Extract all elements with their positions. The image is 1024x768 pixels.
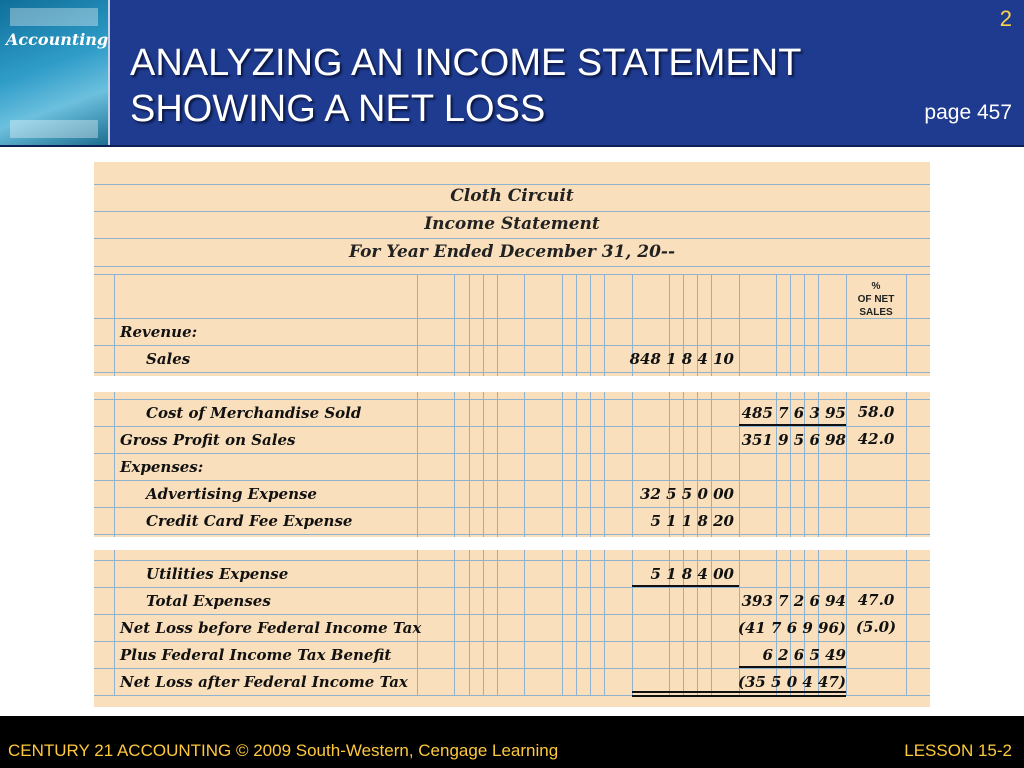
amount-second-column: 351 9 5 6 98 xyxy=(741,431,846,449)
slide-title-line1: ANALYZING AN INCOME STATEMENT xyxy=(130,42,802,84)
percent-of-net-sales: 42.0 xyxy=(857,430,895,448)
ruling-line xyxy=(94,184,930,185)
amount-second-column: 485 7 6 3 95 xyxy=(741,404,846,422)
statement-row-label: Cost of Merchandise Sold xyxy=(146,404,362,422)
percent-of-net-sales: 58.0 xyxy=(857,403,895,421)
statement-title: Income Statement xyxy=(424,214,600,234)
column-line xyxy=(906,274,907,695)
single-rule xyxy=(632,585,739,587)
single-rule xyxy=(739,424,846,426)
pct-header-line: % xyxy=(871,281,881,292)
amount-second-column: (35 5 0 4 47) xyxy=(737,673,846,691)
slide-title-line2: SHOWING A NET LOSS xyxy=(130,88,546,130)
single-rule xyxy=(739,666,846,668)
statement-row-label: Credit Card Fee Expense xyxy=(146,512,353,530)
footer-lesson: LESSON 15-2 xyxy=(904,741,1012,760)
statement-row-label: Sales xyxy=(146,350,191,368)
column-line xyxy=(114,274,115,695)
percent-of-net-sales: 47.0 xyxy=(857,591,895,609)
statement-company: Cloth Circuit xyxy=(450,186,574,206)
statement-row-label: Plus Federal Income Tax Benefit xyxy=(120,646,392,664)
footer-copyright: CENTURY 21 ACCOUNTING © 2009 South-Western, Cengage Learning xyxy=(8,741,559,760)
slide-number: 2 xyxy=(999,6,1012,31)
amount-second-column: (41 7 6 9 96) xyxy=(737,619,846,637)
ruling-line xyxy=(94,266,930,267)
statement-row-label: Advertising Expense xyxy=(146,485,317,503)
slide-header xyxy=(0,0,1024,147)
amount-first-column: 5 1 1 8 20 xyxy=(650,512,734,530)
amount-first-column: 32 5 5 0 00 xyxy=(640,485,734,503)
column-line xyxy=(454,274,455,695)
ruling-line xyxy=(94,211,930,212)
statement-row-label: Net Loss after Federal Income Tax xyxy=(120,673,408,691)
cover-stripe xyxy=(10,120,98,138)
statement-period: For Year Ended December 31, 20-- xyxy=(348,242,676,262)
statement-row-label: Expenses: xyxy=(120,458,204,476)
cover-title: Accounting xyxy=(6,30,109,49)
amount-first-column: 5 1 8 4 00 xyxy=(650,565,734,583)
column-line xyxy=(469,274,470,695)
statement-row-label: Utilities Expense xyxy=(146,565,289,583)
income-statement xyxy=(94,162,930,707)
page-reference: page 457 xyxy=(924,101,1012,124)
column-line xyxy=(497,274,498,695)
amount-second-column: 6 2 6 5 49 xyxy=(762,646,846,664)
percent-of-net-sales-header xyxy=(846,280,906,319)
page-break-gap xyxy=(94,376,930,392)
textbook-cover-image xyxy=(0,0,110,145)
amount-second-column: 393 7 2 6 94 xyxy=(741,592,846,610)
amount-first-column: 848 1 8 4 10 xyxy=(629,350,734,368)
column-line xyxy=(483,274,484,695)
slide-title xyxy=(130,40,801,132)
ruling-line xyxy=(94,238,930,239)
pct-header-line: SALES xyxy=(859,307,893,318)
statement-row-label: Gross Profit on Sales xyxy=(120,431,296,449)
statement-row-label: Revenue: xyxy=(120,323,198,341)
percent-of-net-sales: (5.0) xyxy=(855,618,897,636)
page-break-gap xyxy=(94,537,930,550)
slide-footer xyxy=(0,716,1024,768)
statement-row-label: Total Expenses xyxy=(146,592,271,610)
cover-stripe xyxy=(10,8,98,26)
double-rule xyxy=(632,691,846,693)
double-rule xyxy=(632,695,846,697)
pct-header-line: OF NET xyxy=(857,294,895,305)
statement-row-label: Net Loss before Federal Income Tax xyxy=(120,619,422,637)
